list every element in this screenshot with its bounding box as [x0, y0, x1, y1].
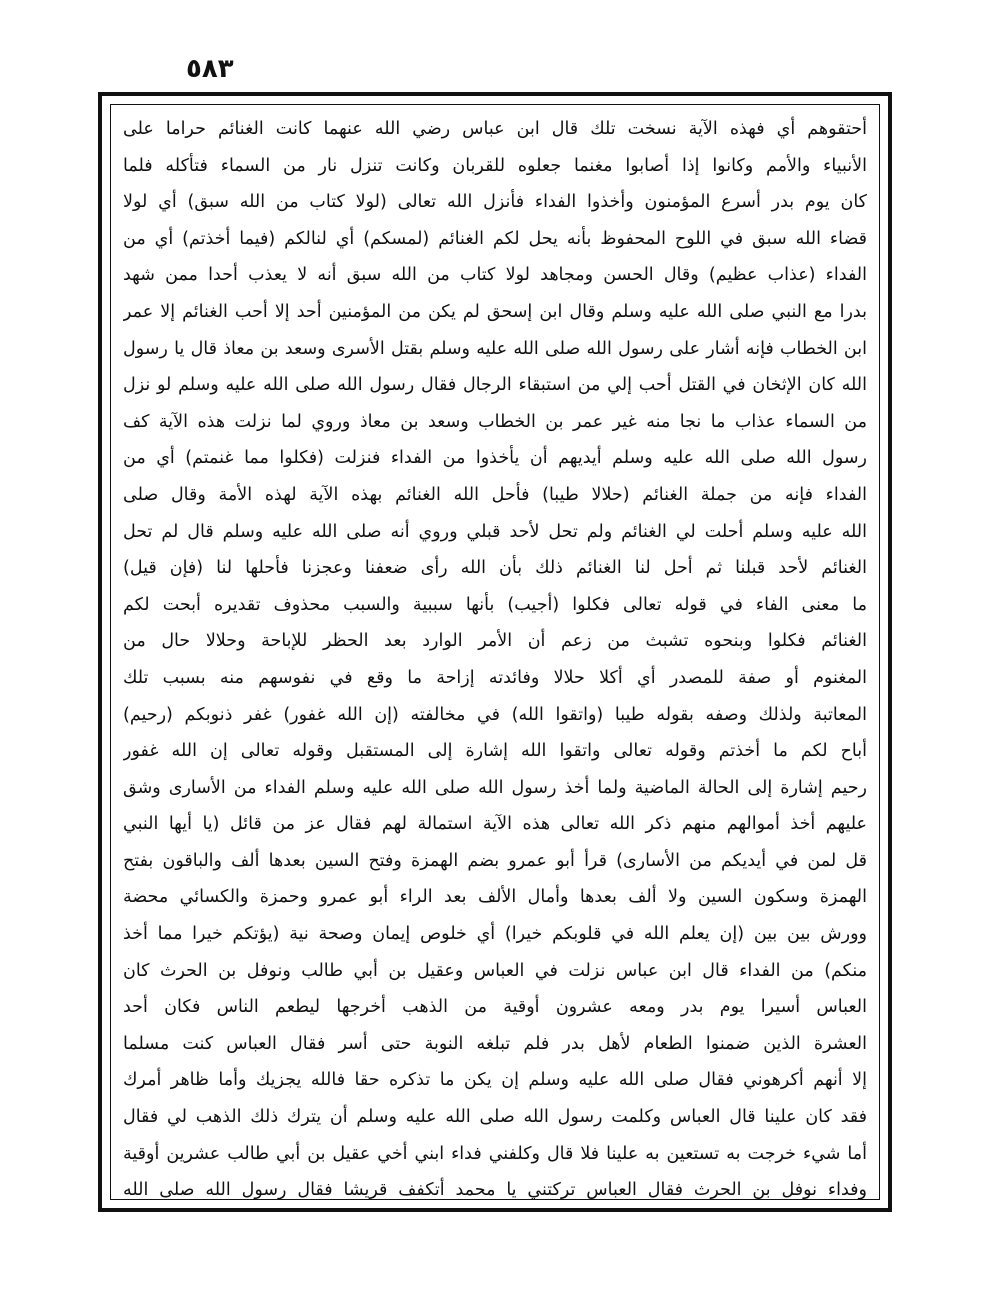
- text-line: الغنائم لأحد قبلنا ثم أحل لنا الغنائم ذلك بأن الله رأى ضعفنا وعجزنا فأحلها لنا (فإن قيل): [123, 558, 867, 579]
- text-line: قل لمن في أيديكم من الأسارى) قرأ أبو عمرو بضم الهمزة وفتح السين بعدها ألف والباقون بفتح: [123, 850, 867, 871]
- text-line: المغنوم أو صفة للمصدر أي أكلا حلالا وفائدته إزاحة ما وقع في نفوسهم منه بسبب تلك: [123, 667, 867, 688]
- text-line: رسول الله صلى الله عليه وسلم أيديهم أن يأخذوا من الفداء فنزلت (فكلوا مما غنمتم) أي من: [123, 448, 867, 469]
- text-line: من السماء عذاب ما نجا منه غير عمر بن الخطاب وسعد بن معاذ وروي لما نزلت هذه الآية كف: [123, 411, 867, 432]
- text-line: وورش بين بين (إن يعلم الله في قلوبكم خيرا) أي خلوص إيمان وصحة نية (يؤتكم خيرا مما أخذ: [123, 924, 867, 945]
- text-line: أباح لكم ما أخذتم وقوله تعالى واتقوا الله إشارة إلى المستقبل وقوله تعالى إن الله غفور: [123, 741, 867, 762]
- text-line: العشرة الذين ضمنوا الطعام لأهل بدر فلم تبلغه النوبة حتى أسر فقال العباس كنت مسلما: [123, 1033, 867, 1054]
- text-line: ابن الخطاب فإنه أشار على رسول الله صلى الله عليه وسلم بقتل الأسرى وسعد بن معاذ قال يا رسول: [123, 338, 867, 359]
- text-line: الفداء (عذاب عظيم) وقال الحسن ومجاهد لولا كتاب من الله سبق أنه لا يعذب أحدا ممن شهد: [123, 265, 867, 286]
- body-text: [123, 111, 867, 1209]
- page-number: ٥٨٣: [186, 54, 234, 84]
- text-line: إلا أنهم أكرهوني فقال صلى الله عليه وسلم إن يكن ما تذكره حقا فالله يجزيك وأما ظاهر أمرك: [123, 1070, 867, 1091]
- text-line: وفداء نوفل بن الحرث فقال العباس تركتني يا محمد أتكفف قريشا فقال رسول الله صلى الله: [123, 1180, 867, 1201]
- text-line: الفداء فإنه من جملة الغنائم (حلالا طيبا) فأحل الله الغنائم بهذه الآية لهذه الأمة وقال صلى: [123, 484, 867, 505]
- text-line: الله كان الإثخان في القتل أحب إلي من استبقاء الرجال فقال رسول الله صلى الله عليه وسلم لو نزل: [123, 375, 867, 396]
- page-frame-outer: [98, 92, 892, 1212]
- text-line: الغنائم فكلوا وبنحوه تشبث من زعم أن الأمر الوارد بعد الحظر للإباحة وحلالا حال من: [123, 631, 867, 652]
- text-line: قضاء الله سبق في اللوح المحفوظ بأنه يحل لكم الغنائم (لمسكم) أي لنالكم (فيما أخذتم) أي من: [123, 228, 867, 249]
- text-line: الأنبياء والأمم وكانوا إذا أصابوا مغنما جعلوه للقربان وكانت تنزل نار من السماء فتأكله فلما: [123, 155, 867, 176]
- text-line: العباس أسيرا يوم بدر ومعه عشرون أوقية من الذهب أخرجها ليطعم الناس فكان أحد: [123, 997, 867, 1018]
- text-line: رحيم إشارة إلى الحالة الماضية ولما أخذ رسول الله صلى الله عليه وسلم الفداء من الأسارى وشق: [123, 777, 867, 798]
- text-line: الهمزة وسكون السين ولا ألف بعدها وأمال الألف بعد الراء أبو عمرو وحمزة والكسائي محضة: [123, 887, 867, 908]
- text-line: بدرا مع النبي صلى الله عليه وسلم وقال ابن إسحق لم يكن من المؤمنين أحد إلا أحب الغنائم إلا عمر: [123, 301, 867, 322]
- text-line: المعاتبة ولذلك وصفه بقوله طيبا (واتقوا الله) في مخالفته (إن الله غفور) غفر ذنوبكم (رحيم): [123, 704, 867, 725]
- text-line: الله عليه وسلم أحلت لي الغنائم ولم تحل لأحد قبلي وروي أنه صلى الله عليه وسلم قال لم تحل: [123, 521, 867, 542]
- text-line: أما شيء خرجت به تستعين به علينا فلا قال وكلفني فداء ابني أخي عقيل بن أبي طالب عشرين أوقية: [123, 1143, 867, 1164]
- text-line: ما معنى الفاء في قوله تعالى فكلوا (أجيب) بأنها سببية والسبب محذوف تقديره أبحت لكم: [123, 594, 867, 615]
- text-line: فقد كان علينا قال العباس وكلمت رسول الله صلى الله عليه وسلم أن يترك ذلك الذهب لي فقال: [123, 1107, 867, 1128]
- text-line: أحتقوهم أي فهذه الآية نسخت تلك قال ابن عباس رضي الله عنهما كانت الغنائم حراما على: [123, 119, 867, 139]
- text-line: كان يوم بدر أسرع المؤمنون وأخذوا الفداء فأنزل الله تعالى (لولا كتاب من الله سبق) أي لولا: [123, 192, 867, 213]
- text-line: منكم) من الفداء قال ابن عباس نزلت في العباس وعقيل بن أبي طالب ونوفل بن الحرث كان: [123, 960, 867, 981]
- page-frame-inner: [110, 104, 880, 1200]
- text-line: عليهم أخذ أموالهم منهم ذكر الله تعالى هذه الآية استمالة لهم فقال عز من قائل (يا أيها النبي: [123, 814, 867, 835]
